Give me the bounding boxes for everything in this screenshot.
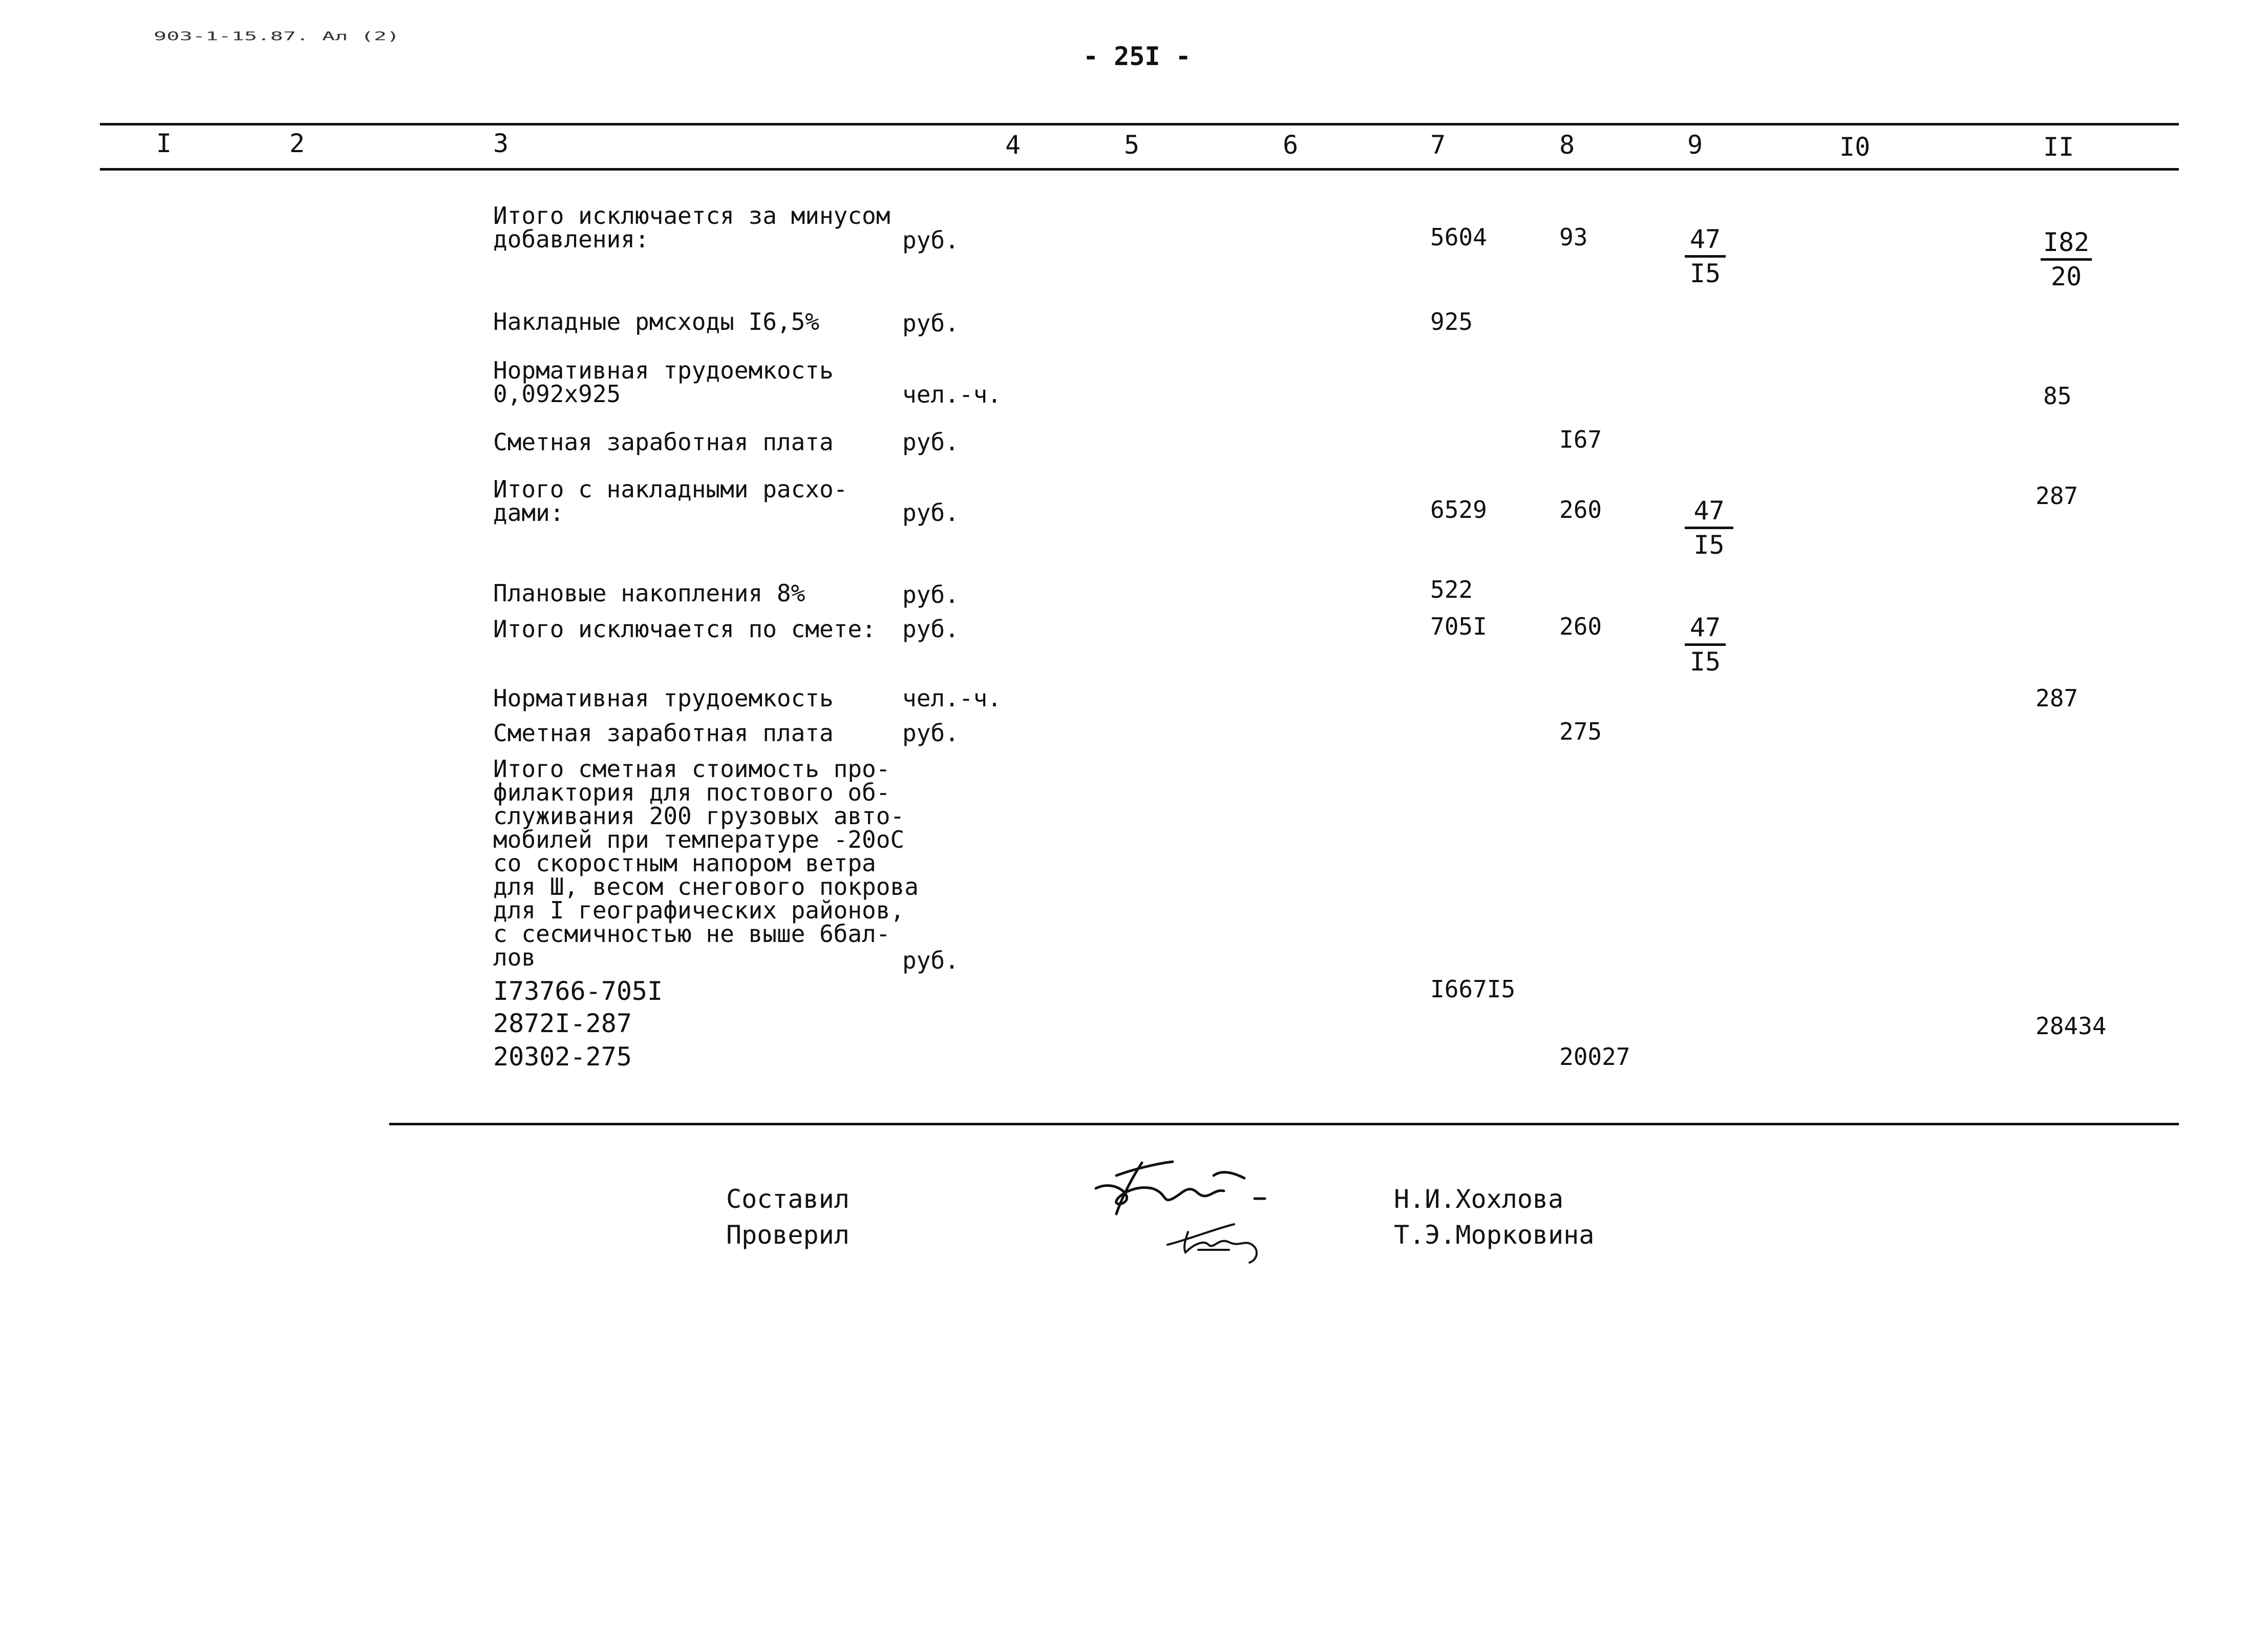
cell-col11-fraction [2041,228,2092,290]
table-header-rule [100,168,2179,171]
row-description: 20302-275 [493,1042,632,1072]
row-description: Нормативная трудоемкость 0,092х925 [493,357,834,408]
fraction-denominator: I5 [1689,647,1721,677]
cell-col11: 287 [2036,482,2079,510]
row-unit: руб. [902,226,959,254]
row-unit: чел.-ч. [902,684,1002,712]
cell-col9-fraction [1685,497,1733,559]
checked-name: Т.Э.Морковина [1394,1220,1595,1250]
cell-col8: I67 [1559,426,1602,453]
row-unit: руб. [902,499,959,527]
column-header: 8 [1559,130,1575,160]
row-unit: руб. [902,581,959,609]
row-unit: чел.-ч. [902,381,1002,408]
row-unit: руб. [902,615,959,643]
fraction-numerator: 47 [1685,225,1726,258]
fraction-denominator: I5 [1689,259,1721,288]
cell-col8: 260 [1559,496,1602,523]
row-description: Итого сметная стоимость про- филактория для постового об- служивания 200 грузовых авто- мобилей при температуре -20оС со скоростным напором ветра для Ш, весом снегового покрова для I географических районов, с сесмичностью не выше 6бал- лов [493,755,919,971]
row-description: Сметная заработная плата [493,428,834,456]
checked-label: Проверил [726,1220,850,1250]
column-header: I [156,129,172,158]
row-unit: руб. [902,428,959,456]
column-header: 7 [1430,130,1446,160]
compiled-label: Составил [726,1184,850,1214]
row-unit: руб. [902,719,959,747]
column-header: I0 [1839,132,1871,162]
page-number: - 25I - [1083,41,1191,71]
row-unit: руб. [902,947,959,974]
cell-col7: I667I5 [1430,975,1516,1003]
column-header: 6 [1283,130,1299,160]
cell-col8: 260 [1559,613,1602,640]
cell-col7: 705I [1430,613,1487,640]
compiled-name: Н.И.Хохлова [1394,1184,1564,1214]
cell-col8: 93 [1559,223,1588,251]
cell-col9-fraction [1685,225,1726,287]
cell-col8: 20027 [1559,1043,1630,1071]
cell-col11: 28434 [2036,1012,2107,1040]
table-top-rule [100,123,2179,125]
cell-col7: 925 [1430,308,1473,336]
fraction-numerator: 47 [1685,614,1726,646]
column-header: II [2043,132,2074,162]
table-bottom-rule [389,1123,2179,1125]
row-unit: руб. [902,309,959,337]
cell-col8: 275 [1559,718,1602,745]
column-header: 9 [1687,130,1703,160]
row-description: Итого исключается за минусом добавления: [493,202,891,253]
cell-col7: 522 [1430,576,1473,603]
column-header: 4 [1005,130,1021,160]
fraction-denominator: I5 [1693,530,1725,560]
row-description: Сметная заработная плата [493,719,834,747]
row-description: Накладные рмсходы I6,5% [493,308,819,336]
row-description: Плановые накопления 8% [493,579,806,607]
row-description: Нормативная трудоемкость [493,684,834,712]
cell-col7: 5604 [1430,223,1487,251]
row-description: I73766-705I [493,976,663,1006]
fraction-numerator: 47 [1685,497,1733,529]
row-description: Итого с накладными расхо- дами: [493,475,848,527]
cell-col9-fraction [1685,614,1726,676]
cell-col7: 6529 [1430,496,1487,523]
row-description: Итого исключается по смете: [493,615,876,643]
doc-reference: 903-1-15.87. Ал (2) [154,29,400,43]
row-description: 2872I-287 [493,1009,632,1038]
column-header: 2 [289,129,305,158]
column-header: 5 [1124,130,1140,160]
fraction-numerator: I82 [2041,228,2092,261]
cell-col11: 85 [2043,382,2072,410]
signature-checked [1157,1209,1285,1265]
fraction-denominator: 20 [2050,262,2082,291]
cell-col11: 287 [2036,684,2079,712]
column-header: 3 [493,129,509,158]
